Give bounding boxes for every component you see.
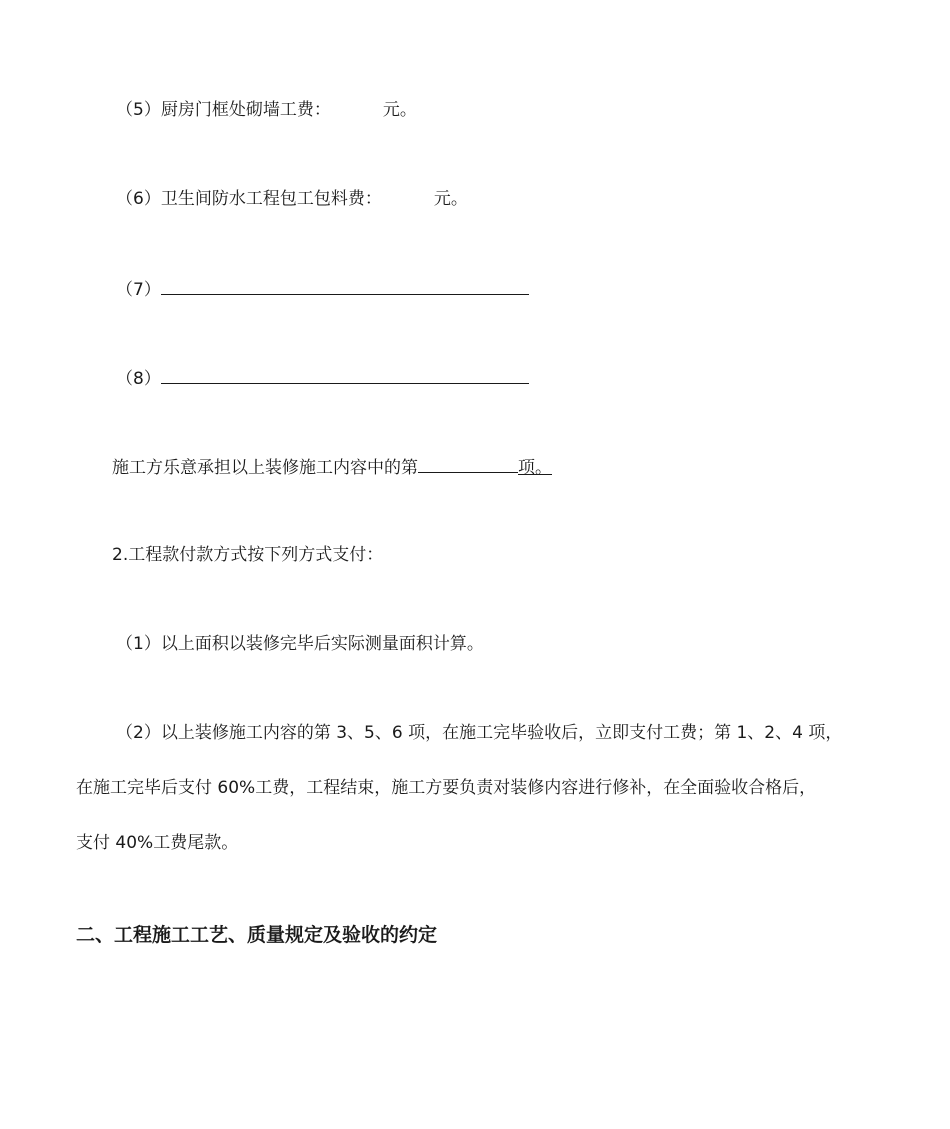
item-8 <box>116 365 529 391</box>
undertake-suffix: 项。 <box>518 458 552 478</box>
item-6 <box>116 187 468 211</box>
payment-item-2-line-2: 在施工完毕后支付 60%工费，工程结束，施工方要负责对装修内容进行修补，在全面验收合格后， <box>76 778 817 798</box>
item-5-label: （5）厨房门框处砌墙工费： <box>116 100 331 120</box>
item-8-label: （8） <box>116 369 161 389</box>
item-5 <box>116 98 417 122</box>
payment-item-1: （1）以上面积以装修完毕后实际测量面积计算。 <box>116 634 484 654</box>
item-7-label: （7） <box>116 280 161 300</box>
undertake-blank-line <box>418 454 518 473</box>
payment-item-2-line-3: 支付 40%工费尾款。 <box>76 833 239 853</box>
undertake-line <box>112 454 552 480</box>
payment-item-2-line-1: （2）以上装修施工内容的第 3、5、6 项，在施工完毕验收后，立即支付工费；第 1、2、4 项， <box>116 723 843 743</box>
item-7 <box>116 276 529 302</box>
section-heading: 二、工程施工工艺、质量规定及验收的约定 <box>76 924 438 946</box>
payment-title: 2.工程款付款方式按下列方式支付： <box>112 545 384 565</box>
undertake-prefix: 施工方乐意承担以上装修施工内容中的第 <box>112 458 418 478</box>
item-6-label: （6）卫生间防水工程包工包料费： <box>116 189 382 209</box>
item-7-blank-line <box>161 276 529 295</box>
item-6-unit: 元。 <box>433 189 468 209</box>
item-8-blank-line <box>161 365 529 384</box>
item-5-unit: 元。 <box>382 100 417 120</box>
